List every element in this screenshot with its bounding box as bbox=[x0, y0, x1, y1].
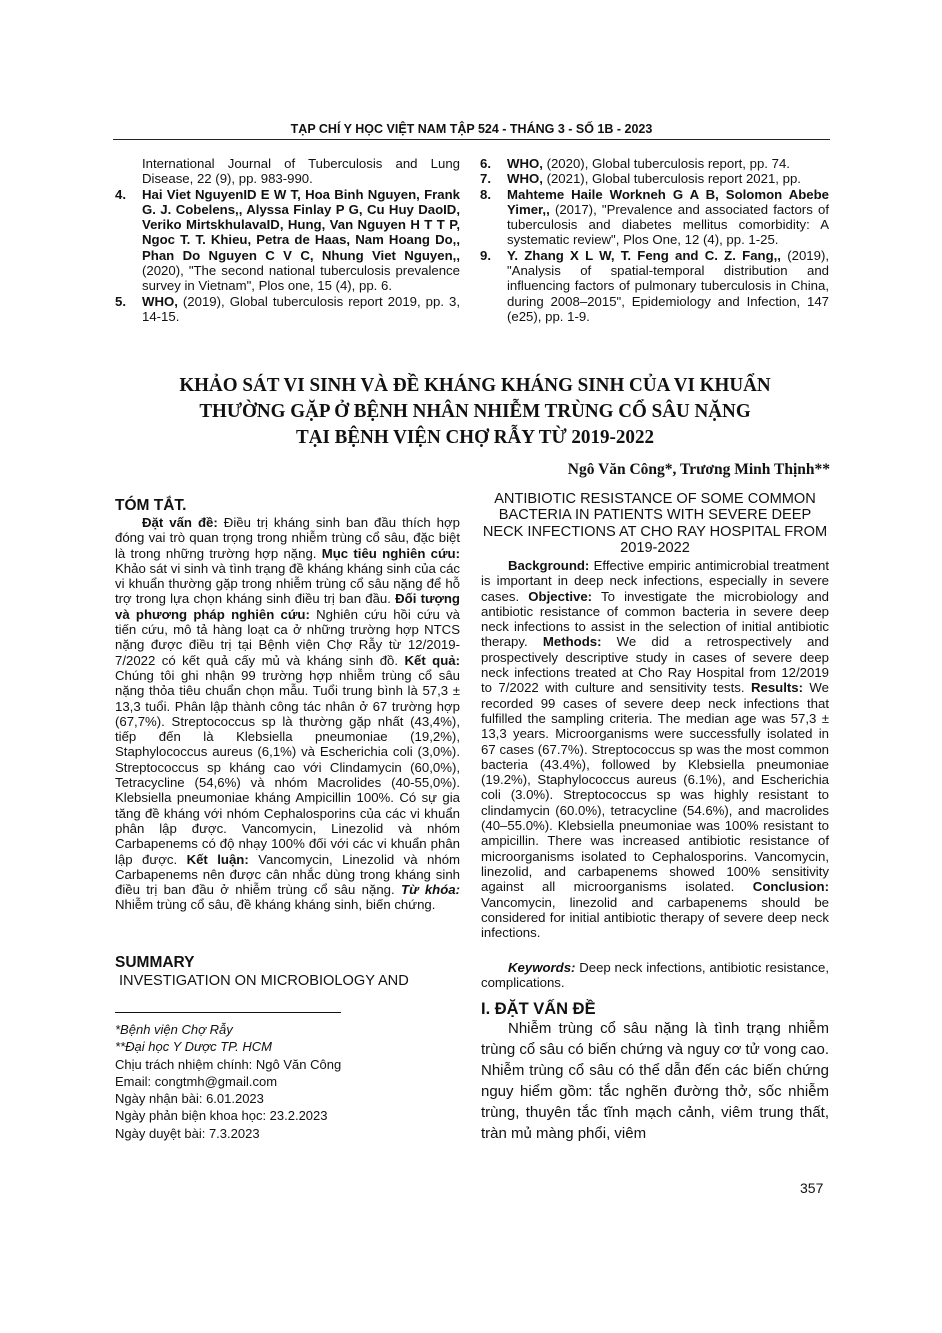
reference-number: 5. bbox=[115, 293, 126, 309]
footnote-divider bbox=[115, 1012, 341, 1013]
text-run: Effective empiric antimicrobial treatment is important in deep neck infections, especially in severe cases. bbox=[481, 558, 829, 604]
title-line: THƯỜNG GẶP Ở BỆNH NHÂN NHIỄM TRÙNG CỔ SÂU NẶNG bbox=[199, 400, 751, 422]
bold-label: WHO, bbox=[507, 156, 543, 171]
text-run: (2017), "Prevalence and associated factors of tuberculosis and diabetes mellitus comorbidity: A systematic review", Plos One, 12 (4), pp. 1-25. bbox=[507, 201, 829, 248]
reference-number: 9. bbox=[480, 247, 491, 263]
text-run: Nghiên cứu hồi cứu và tiến cứu, mô tả hàng loạt ca ở những trường hợp NTCS nặng được điều trị tại Bệnh viện Chợ Rẫy từ 12/2019-7/2022 có kết quả cấy mủ và kháng sinh đồ. bbox=[115, 606, 460, 668]
text-run: Vancomycin, linezolid and carbapenems should be considered for initial antibiotic therapy of severe deep neck infections. bbox=[481, 894, 829, 941]
text-run: To investigate the microbiology and antibiotic resistance of common bacteria in severe deep neck infections to assist in the selection of initial antibiotic therapy. bbox=[481, 588, 830, 650]
text-run: *Bệnh viện Chợ Rẫy bbox=[115, 1022, 233, 1037]
text-run: Ngày duyệt bài: 7.3.2023 bbox=[115, 1125, 260, 1141]
text-run: (2020), "The second national tuberculosis prevalence survey in Vietnam", Plos one, 15 (4), pp. 6. bbox=[142, 263, 460, 294]
text-run: Ngày nhận bài: 6.01.2023 bbox=[115, 1091, 264, 1107]
reference-number: 7. bbox=[480, 171, 491, 187]
english-title: ANTIBIOTIC RESISTANCE OF SOME COMMON BACTERIA IN PATIENTS WITH SEVERE DEEP NECK INFECTIONS AT CHO RAY HOSPITAL FROM 2019-2022 bbox=[482, 491, 828, 557]
text-run: (2020), Global tuberculosis report, pp. 74. bbox=[542, 156, 790, 171]
article-title bbox=[145, 372, 805, 450]
bold-label: Conclusion: bbox=[752, 879, 829, 895]
footnote-line bbox=[115, 1090, 341, 1107]
bold-label: Đặt vấn đề: bbox=[142, 515, 218, 530]
reference-number: 8. bbox=[480, 186, 491, 202]
bold-label: WHO, bbox=[507, 171, 543, 187]
bold-label: Mục tiêu nghiên cứu: bbox=[321, 545, 460, 561]
reference-item bbox=[480, 171, 829, 186]
text-run: Nhiễm trùng cổ sâu, đề kháng kháng sinh, biến chứng. bbox=[115, 897, 436, 913]
reference-item bbox=[115, 156, 460, 187]
page-number: 357 bbox=[800, 1180, 824, 1196]
title-line: KHẢO SÁT VI SINH VÀ ĐỀ KHÁNG KHÁNG SINH CỦA VI KHUẨN bbox=[179, 374, 771, 396]
text-run: Ngày phản biện khoa học: 23.2.2023 bbox=[115, 1108, 328, 1124]
text-run: Deep neck infections, antibiotic resistance, complications. bbox=[481, 960, 829, 991]
bold-label: Objective: bbox=[528, 588, 593, 604]
reference-item bbox=[480, 187, 829, 248]
bold-label: WHO, bbox=[142, 293, 178, 309]
text-run: Khảo sát vi sinh và tình trạng đề kháng kháng sinh của các vi khuẩn thường gặp trong nhiễm trùng cổ sâu nặng để hỗ trợ trong lựa chọn kháng sinh điều trị ban đầu. bbox=[115, 560, 460, 607]
text-run: (2019), "Analysis of spatial-temporal distribution and influencing factors of pulmonary tuberculosis in China, during 2008–2015", Epidemiology and Infection, 147 (e25), pp. 1-9. bbox=[507, 247, 830, 324]
section-heading-intro: I. ĐẶT VẤN ĐỀ bbox=[481, 1000, 596, 1018]
text-run: Chịu trách nhiệm chính: Ngô Văn Công bbox=[115, 1056, 342, 1072]
bold-label: Kết quả: bbox=[404, 652, 460, 668]
intro-paragraph: Nhiễm trùng cổ sâu nặng là tình trạng nhiễm trùng cổ sâu có biến chứng và nguy cơ tử vong cao. Nhiễm trùng cổ sâu có thể dẫn đến các biến chứng nguy hiểm gồm: tắc nghẽn đường thở, sốc nhiễm trùng, thuyên tắc tĩnh mạch cảnh, viêm trung thất, tràn mủ màng phổi, viêm bbox=[481, 1020, 829, 1142]
abstract-vn bbox=[115, 515, 460, 913]
text-run: Điều trị kháng sinh ban đầu thích hợp đóng vai trò quan trọng trong nhiễm trùng cổ sâu, đặc biệt là trong những trường hợp nặng. bbox=[115, 515, 460, 561]
abstract-heading-vn: TÓM TẮT. bbox=[115, 497, 187, 514]
text-run: We recorded 99 cases of severe deep neck infections that fulfilled the sampling criteria. The median age was 57,3 ± 13,3 years. Microorganisms were successfully isolated in 67 cases (67.7%). Streptococcus sp was the most common bacteria (43.4%), followed by Klebsiella pneumoniae (19.2%), Staphylococcus aureus (6.1%), and Escherichia coli (3.0%). Streptococcus sp was highly resistant to clindamycin (60.0%), tetracycline (54.6%), and macrolides (40–55.0%). Klebsiella pneumoniae was 100% resistant to ampicillin. There was increased antibiotic resistance of microorganisms isolated to Cephalosporins. Vancomycin, linezolid, and carbapenems showed 100% sensitivity against all microorganisms isolated. bbox=[481, 680, 829, 895]
bold-label: Đối tượng và phương pháp nghiên cứu: bbox=[115, 591, 460, 622]
text-run: (2021), Global tuberculosis report 2021, pp. bbox=[542, 171, 801, 187]
bold-label: Results: bbox=[750, 680, 804, 696]
bold-label: Methods: bbox=[542, 634, 602, 650]
footnote-line bbox=[115, 1125, 341, 1142]
references-right bbox=[480, 156, 829, 324]
footnote-line bbox=[115, 1073, 341, 1090]
reference-item bbox=[115, 294, 460, 325]
title-line: TẠI BỆNH VIỆN CHỢ RẪY TỪ 2019-2022 bbox=[295, 426, 655, 448]
footnote-line bbox=[115, 1056, 341, 1073]
footnote-line bbox=[115, 1021, 341, 1038]
summary-heading: SUMMARY bbox=[115, 954, 195, 971]
text-run: Chúng tôi ghi nhận 99 trường hợp nhiễm trùng cổ sâu nặng thỏa tiêu chuẩn chọn mẫu. Tuổi trung bình là 57,3 ± 13,3 tuổi. Phân lập thành công tác nhân ở 67 trường hợp (67,7%). Streptococcus sp là thường gặp nhất (43,4%), tiếp đến là Klebsiella pneumoniae (19,2%), Staphylococcus aureus (6,1%) và Escherichia coli (3,0%). Streptococcus sp kháng cao với Clindamycin (60,0%), Tetracycline (54,6%) và nhóm Macrolides (40-55,0%). Klebsiella pneumoniae kháng Ampicillin 100%. Có sự gia tăng đề kháng với nhóm Cephalosporins của các vi khuẩn phân lập được. Vancomycin, Linezolid và nhóm Carbapenems có độ nhạy 100% đối với các vi khuẩn phân lập được. bbox=[115, 667, 460, 867]
bold-label: Keywords: bbox=[508, 960, 576, 975]
bold-label: Hai Viet NguyenID E W T, Hoa Binh Nguyen, Frank G. J. Cobelens,, Alyssa Finlay P G, Cu Huy DaoID, Veriko MirtskhulavaID, Hung, Van Nguyen H T T P, Ngoc T. T. Khieu, Petra de Haas, Nam Hoang Do,, Phan Do Nguyen C V C, Nhung Viet Nguyen,, bbox=[142, 186, 460, 263]
footnote-line bbox=[115, 1107, 341, 1124]
reference-item bbox=[480, 248, 829, 324]
bold-label: Background: bbox=[508, 558, 590, 573]
text-run: **Đại học Y Dược TP. HCM bbox=[115, 1039, 272, 1055]
text-run: We did a retrospectively and prospectively descriptive study in cases of severe deep neck infections treated at Cho Ray Hospital from 12/2019 to 7/2022 with culture and sensitivity tests. bbox=[481, 634, 829, 696]
bold-label: Mahteme Haile Workneh G A B, Solomon Abebe Yimer,, bbox=[507, 186, 829, 217]
reference-item bbox=[480, 156, 829, 171]
text-run: (2019), Global tuberculosis report 2019, pp. 3, 14-15. bbox=[142, 293, 460, 324]
text-run: Vancomycin, Linezolid và nhóm Carbapenems nên được cân nhắc dùng trong kháng sinh điều trị ban đầu ở nhiễm trùng cổ sâu nặng. bbox=[115, 851, 461, 898]
authors: Ngô Văn Công*, Trương Minh Thịnh** bbox=[567, 461, 830, 478]
text-run: International Journal of Tuberculosis and Lung Disease, 22 (9), pp. 983-990. bbox=[142, 156, 460, 187]
footnote-line bbox=[115, 1038, 341, 1055]
journal-header: TẠP CHÍ Y HỌC VIỆT NAM TẬP 524 - THÁNG 3 - SỐ 1B - 2023 bbox=[113, 122, 830, 140]
bold-label: Kết luận: bbox=[186, 851, 249, 867]
bold-label: Từ khóa: bbox=[401, 882, 460, 898]
references-left bbox=[115, 156, 460, 324]
footnotes bbox=[115, 1021, 341, 1142]
reference-number: 6. bbox=[480, 156, 491, 171]
abstract-en bbox=[481, 558, 829, 940]
reference-item bbox=[115, 187, 460, 294]
bold-label: Y. Zhang X L W, T. Feng and C. Z. Fang,, bbox=[507, 247, 781, 263]
text-run: Email: congtmh@gmail.com bbox=[115, 1073, 278, 1089]
keywords bbox=[481, 960, 829, 991]
summary-title: INVESTIGATION ON MICROBIOLOGY AND bbox=[119, 973, 409, 989]
reference-number: 4. bbox=[115, 186, 126, 202]
